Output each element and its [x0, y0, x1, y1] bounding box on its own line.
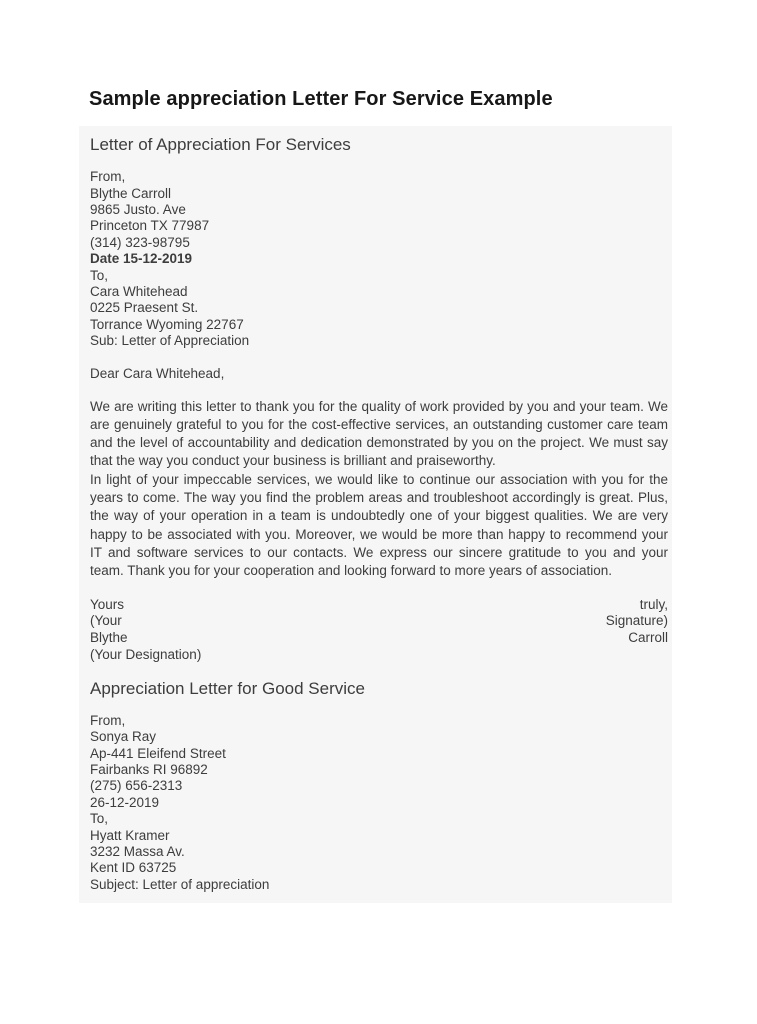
- signature-line-closing: [90, 597, 668, 614]
- letter2-date-line: 26-12-2019: [90, 794, 160, 810]
- letter1-sender-name: Blythe Carroll: [90, 185, 172, 201]
- letter1-to-label: To,: [90, 267, 109, 283]
- letter2-from-label: From,: [90, 712, 126, 728]
- signature-line-placeholder: [90, 613, 668, 630]
- letter2-sender-name: Sonya Ray: [90, 729, 157, 745]
- letter2-sender-city: Fairbanks RI 96892: [90, 762, 208, 778]
- signature-name-right: Carroll: [628, 630, 668, 646]
- letter1-date-line: Date 15-12-2019: [90, 251, 193, 267]
- letter1-recipient-city: Torrance Wyoming 22767: [90, 316, 244, 332]
- letter1-subject-line: Sub: Letter of Appreciation: [90, 333, 250, 349]
- letter1-signature-block: [90, 597, 668, 664]
- letter2-subject-line: Subject: Letter of appreciation: [90, 876, 270, 892]
- letter1-sender-phone: (314) 323-98795: [90, 234, 190, 250]
- letter2-recipient-name: Hyatt Kramer: [90, 827, 170, 843]
- letter2-to-label: To,: [90, 811, 109, 827]
- letter1-salutation: Dear Cara Whitehead,: [90, 365, 225, 381]
- signature-placeholder-left: (Your: [90, 613, 122, 629]
- letter-2: [90, 678, 668, 894]
- letter2-sender-block: [90, 713, 668, 893]
- letter2-sender-phone: (275) 656-2313: [90, 778, 183, 794]
- signature-closing-right: truly,: [639, 596, 668, 612]
- letter1-sender-street: 9865 Justo. Ave: [90, 201, 186, 217]
- letter2-heading: Appreciation Letter for Good Service: [90, 678, 365, 698]
- letter1-recipient-name: Cara Whitehead: [90, 283, 188, 299]
- signature-designation-left: (Your Designation): [90, 646, 202, 662]
- signature-line-name: [90, 630, 668, 647]
- signature-line-designation: [90, 647, 668, 664]
- letter1-sender-city: Princeton TX 77987: [90, 218, 210, 234]
- letter1-from-label: From,: [90, 169, 126, 185]
- signature-closing-left: Yours: [90, 596, 125, 612]
- letter1-heading: Letter of Appreciation For Services: [90, 135, 351, 154]
- document-title: Sample appreciation Letter For Service Example: [89, 88, 553, 110]
- letter1-recipient-street: 0225 Praesent St.: [90, 300, 199, 316]
- letter2-recipient-street: 3232 Massa Av.: [90, 844, 185, 860]
- signature-name-left: Blythe: [90, 630, 128, 646]
- letter1-body-paragraph-2: In light of your impeccable services, we would like to continue our association with you for the years to come. The way you find the problem areas and troubleshoot accordingly is great. Plus, the way of your operation in a team is undoubtedly one of your biggest qualities. We are very happy to be associated with you. Moreover, we would be more than happy to recommend your IT and software services to our contacts. We express our sincere gratitude to you and your team. Thank you for your cooperation and looking forward to more years of association.: [90, 471, 668, 579]
- letter2-sender-street: Ap-441 Eleifend Street: [90, 745, 226, 761]
- letter-1: [90, 134, 668, 664]
- letter2-recipient-city: Kent ID 63725: [90, 860, 177, 876]
- letter1-sender-block: [90, 169, 668, 349]
- letter-sheet: [79, 126, 672, 903]
- signature-placeholder-right: Signature): [605, 613, 668, 629]
- letter1-body-paragraph-1: We are writing this letter to thank you for the quality of work provided by you and your team. We are genuinely grateful to you for the cost-effective services, an outstanding customer care team and the level of accountability and dedication demonstrated by you on the project. We must say that the way you conduct your business is brilliant and praiseworthy.: [90, 398, 668, 469]
